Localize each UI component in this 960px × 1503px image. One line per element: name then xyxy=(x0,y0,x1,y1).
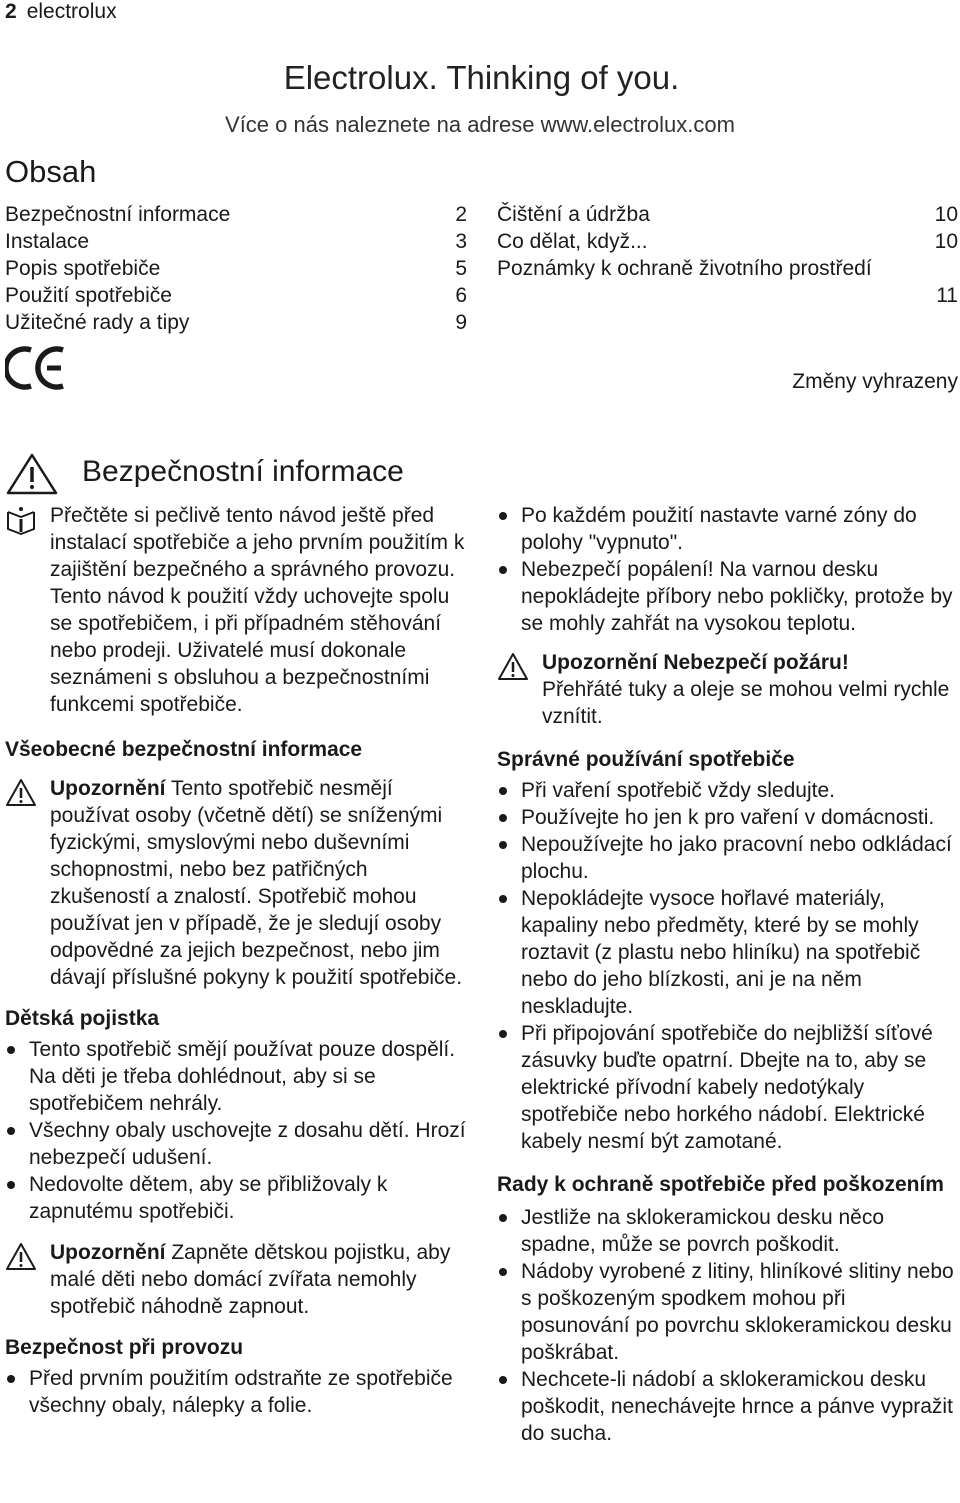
toc-title: Obsah xyxy=(5,154,97,189)
warning-icon xyxy=(5,1242,37,1272)
operation-list xyxy=(5,1365,467,1419)
toc-entry-label: Co dělat, když... xyxy=(497,230,648,253)
list-item: Tento spotřebič smějí používat pouze dospělí. Na děti je třeba dohlédnout, aby si se spotřebičem nehrály. xyxy=(5,1036,467,1117)
tagline: Electrolux. Thinking of you. xyxy=(283,59,680,96)
toc-entry xyxy=(5,228,467,255)
info-icon xyxy=(5,505,37,535)
left-column xyxy=(5,502,467,1419)
toc-entry-page: 2 xyxy=(455,203,467,226)
list-item: Nedovolte dětem, aby se přibližovaly k zapnutému spotřebiči. xyxy=(5,1171,467,1225)
toc-entry-page: 9 xyxy=(455,311,467,334)
toc-entry xyxy=(497,255,958,282)
correct-use-heading: Správné používání spotřebiče xyxy=(497,748,795,771)
list-item: Po každém použití nastavte varné zóny do polohy "vypnuto". xyxy=(497,502,958,556)
warning-icon xyxy=(5,452,59,496)
general-warning xyxy=(5,775,467,991)
warning-label: Upozornění xyxy=(50,1241,166,1264)
list-item: Jestliže na sklokeramickou desku něco spadne, může se povrch poškodit. xyxy=(497,1204,958,1258)
toc-entry-page: 11 xyxy=(936,284,958,307)
toc-entry xyxy=(5,201,467,228)
toc-entry xyxy=(5,255,467,282)
safety-section-heading xyxy=(5,452,465,496)
list-item: Při připojování spotřebiče do nejbližší síťové zásuvky buďte opatrní. Dbejte na to, aby se elektrické přívodní kabely nedotýkaly spotřebiče nebo horkého nádobí. Elektrické kabely nesmí být zamotané. xyxy=(497,1020,958,1155)
fire-warning xyxy=(497,649,958,730)
list-item: Používejte ho jen k pro vaření v domácnosti. xyxy=(497,804,958,831)
operation-safety-heading: Bezpečnost při provozu xyxy=(5,1336,244,1359)
right-column xyxy=(497,502,958,1447)
warning-label: Upozornění xyxy=(50,777,166,800)
toc-entry-page: 6 xyxy=(455,284,467,307)
warning-text: Tento spotřebič nesmějí používat osoby (včetně dětí) se sníženými fyzickými, smyslovými nebo duševními schopnostmi, nebo bez patřičných zkušeností a znalostí. Spotřebič mohou používat jen v případě, že je sledují osoby odpovědné za jejich bezpečnost, nebo jim dávají příslušné pokyny k použití spotřebiče. xyxy=(50,777,463,989)
website-line: Více o nás naleznete na adrese www.electrolux.com xyxy=(225,112,735,137)
list-item: Nepokládejte vysoce hořlavé materiály, kapaliny nebo předměty, které by se mohly roztavit (z plastu nebo hliníku) na spotřebič nebo do jeho blízkosti, ani je na něm neskladujte. xyxy=(497,885,958,1020)
page-header xyxy=(5,0,117,24)
toc-entry-label: Použití spotřebiče xyxy=(5,284,172,307)
warning-icon xyxy=(5,778,37,808)
top-list xyxy=(497,502,958,637)
list-item: Všechny obaly uschovejte z dosahu dětí. Hrozí nebezpečí udušení. xyxy=(5,1117,467,1171)
toc-right-column xyxy=(497,201,958,309)
list-item: Nepoužívejte ho jako pracovní nebo odkládací plochu. xyxy=(497,831,958,885)
toc-entry-label: Poznámky k ochraně životního prostředí xyxy=(497,257,872,280)
changes-note: Změny vyhrazeny xyxy=(792,370,958,393)
warning-text: Zapněte dětskou pojistku, aby malé děti nebo domácí zvířata nemohly spotřebič náhodně zapnout. xyxy=(50,1241,451,1318)
list-item: Před prvním použitím odstraňte ze spotřebiče všechny obaly, nálepky a folie. xyxy=(5,1365,467,1419)
toc-entry xyxy=(497,282,958,309)
page-number: 2 xyxy=(5,0,17,23)
general-safety-heading: Všeobecné bezpečnostní informace xyxy=(5,738,363,761)
toc-entry-label: Instalace xyxy=(5,230,90,253)
safety-title: Bezpečnostní informace xyxy=(82,455,404,488)
toc-left-column xyxy=(5,201,467,336)
toc-entry xyxy=(497,201,958,228)
toc-entry-label: Popis spotřebiče xyxy=(5,257,161,280)
toc-entry xyxy=(5,309,467,336)
fire-warning-label: Upozornění Nebezpečí požáru! xyxy=(542,651,849,674)
ce-mark-icon xyxy=(5,345,67,391)
toc-entry-page: 3 xyxy=(455,230,467,253)
damage-protection-heading: Rady k ochraně spotřebiče před poškozením xyxy=(497,1173,944,1196)
fire-warning-text: Přehřáté tuky a oleje se mohou velmi rychle vznítit. xyxy=(542,678,950,728)
info-text: Přečtěte si pečlivě tento návod ještě před instalací spotřebiče a jeho prvním použitím k zajištění bezpečného a správného provozu. Tento návod k použití vždy uchovejte spolu se spotřebičem, i při případném stěhování nebo prodeji. Uživatelé musí dokonale seznámeni s obsluhou a bezpečnostními funkcemi spotřebiče. xyxy=(50,504,465,716)
toc-entry-label: Bezpečnostní informace xyxy=(5,203,231,226)
child-lock-heading: Dětská pojistka xyxy=(5,1007,160,1030)
list-item: Nechcete-li nádobí a sklokeramickou desku poškodit, nenechávejte hrnce a pánve vypražit do sucha. xyxy=(497,1366,958,1447)
toc-entry xyxy=(497,228,958,255)
brand-name: electrolux xyxy=(26,0,117,23)
toc-entry-page: 10 xyxy=(934,203,958,226)
info-note xyxy=(5,502,467,718)
list-item: Nádoby vyrobené z litiny, hliníkové slitiny nebo s poškozeným spodkem mohou při posunování po povrchu sklokeramickou desku poškrábat. xyxy=(497,1258,958,1366)
correct-use-list xyxy=(497,777,958,1155)
toc-entry-page: 10 xyxy=(934,230,958,253)
damage-protection-list xyxy=(497,1204,958,1447)
list-item: Při vaření spotřebič vždy sledujte. xyxy=(497,777,958,804)
toc-entry-label: Čištění a údržba xyxy=(497,203,650,226)
list-item: Nebezpečí popálení! Na varnou desku nepokládejte příbory nebo pokličky, protože by se mohly zahřát na vysokou teplotu. xyxy=(497,556,958,637)
child-lock-warning xyxy=(5,1239,467,1320)
warning-icon xyxy=(497,652,529,682)
child-lock-list xyxy=(5,1036,467,1225)
toc-entry-page: 5 xyxy=(455,257,467,280)
toc-entry-label: Užitečné rady a tipy xyxy=(5,311,190,334)
toc-entry xyxy=(5,282,467,309)
